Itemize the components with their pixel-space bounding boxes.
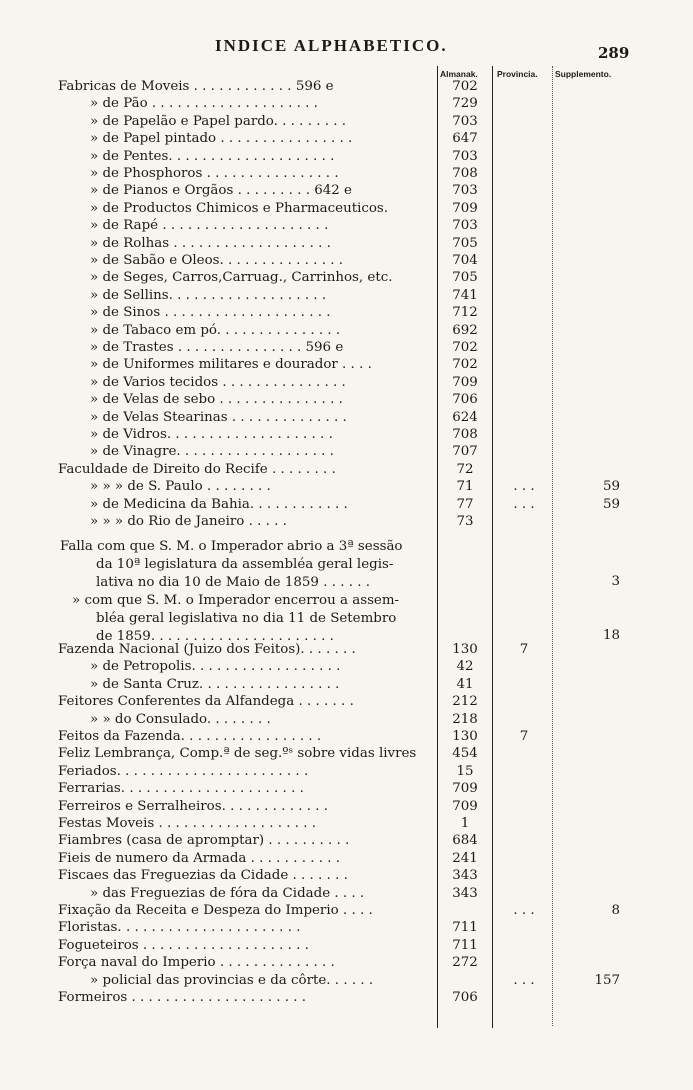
page-title: INDICE ALPHABETICO. [215,36,448,55]
entry-text: » » » do Rio de Janeiro . . . . . [90,514,287,529]
falla-line: bléa geral legislativa no dia 11 de Setembro [96,611,397,626]
almanak-value: 702 [452,79,478,94]
falla-line: lativa no dia 10 de Maio de 1859 . . . . . . [96,575,371,590]
entry-text: » das Freguezias de fóra da Cidade . . . . [90,885,365,901]
almanak-value: 343 [452,885,478,901]
entry-text: » de Pão . . . . . . . . . . . . . . . . . . . . [90,96,318,112]
almanak-value: 704 [452,253,478,268]
entry-text: Feliz Lembrança, Comp.ª de seg.ºˢ sobre vidas livres [58,746,417,762]
provincia-value: . . . [513,479,535,495]
supplemento-value: 3 [611,574,620,589]
entry-text: » » do Consulado. . . . . . . . [90,711,271,727]
almanak-value: 709 [452,200,478,216]
entry-text: » de Varios tecidos . . . . . . . . . . . . . . . [90,374,346,390]
entry-text: » de Vidros. . . . . . . . . . . . . . . . . . . . [90,427,333,442]
almanak-value: 703 [452,183,478,199]
entry-text: Feitos da Fazenda. . . . . . . . . . . . . . . . . [58,729,322,744]
almanak-value: 706 [452,990,478,1005]
entry-text: » de Papel pintado . . . . . . . . . . . . . . . . [90,131,353,147]
almanak-value: 41 [456,676,474,692]
almanak-value: 647 [452,131,478,147]
almanak-value: 343 [452,868,478,884]
almanak-value: 712 [452,305,478,321]
entry-text: Fiscaes das Freguezias da Cidade . . . . . . . [58,868,348,884]
entry-text: » de Santa Cruz. . . . . . . . . . . . . . . . . [90,676,340,692]
entry-text: » de Pianos e Orgãos . . . . . . . . . 642 e [90,183,352,199]
almanak-value: 212 [452,694,478,710]
entry-text: » policial das provincias e da côrte. . . . . . [90,972,374,988]
almanak-value: 692 [452,322,478,338]
almanak-value: 741 [452,287,478,303]
entry-text: » de Rapé . . . . . . . . . . . . . . . . . . . . [90,218,329,234]
almanak-value: 71 [456,479,474,495]
entry-text: Faculdade de Direito do Recife . . . . . . . . [58,461,336,477]
entry-text: Feitores Conferentes da Alfandega . . . . . . . [58,694,354,710]
entry-text: » de Petropolis. . . . . . . . . . . . . . . . . . [90,659,341,675]
provincia-value: . . . [513,496,535,512]
almanak-value: 705 [452,235,478,251]
almanak-value: 77 [456,496,474,512]
almanak-value: 272 [452,955,478,971]
column-rule [552,66,553,1026]
entry-text: » de Rolhas . . . . . . . . . . . . . . . . . . . [90,235,331,251]
entry-text: » de Sellins. . . . . . . . . . . . . . . . . . . [90,287,327,303]
falla-line: da 10ª legislatura da assembléa geral legis- [96,557,394,572]
entry-text: Formeiros . . . . . . . . . . . . . . . . . . . . . [58,990,307,1005]
entry-text: » de Seges, Carros,Carruag., Carrinhos, etc. [90,270,393,286]
entry-text: » de Sabão e Oleos. . . . . . . . . . . . . . . [90,253,343,268]
almanak-value: 1 [460,816,470,831]
almanak-value: 72 [456,461,474,477]
entry-text: Ferrarias. . . . . . . . . . . . . . . . . . . . . . [58,781,304,797]
almanak-value: 624 [452,409,478,425]
entry-text: » de Velas Stearinas . . . . . . . . . . . . . . [90,409,347,425]
page-number: 289 [598,44,630,62]
almanak-value: 706 [452,392,478,408]
almanak-value: 684 [452,833,478,849]
entry-text: » de Productos Chimicos e Pharmaceuticos. [90,200,389,216]
column-header-provincia: Provincia. [497,69,538,79]
column-header-almanak: Almanak. [440,69,478,79]
almanak-value: 708 [452,427,478,442]
almanak-value: 708 [452,166,478,181]
entry-text: Feriados. . . . . . . . . . . . . . . . . . . . . . . [58,763,309,779]
entry-text: » de Phosphoros . . . . . . . . . . . . . . . . [90,166,339,181]
almanak-value: 130 [452,729,478,744]
entry-text: » de Papelão e Papel pardo. . . . . . . . . [90,113,346,129]
almanak-value: 707 [452,444,478,460]
entry-text: » de Uniformes militares e dourador . . . . [90,357,372,373]
entry-text: Fogueteiros . . . . . . . . . . . . . . . . . . . . [58,937,309,953]
almanak-value: 705 [452,270,478,286]
provincia-value: . . . [513,903,535,918]
column-rule [492,66,493,1028]
almanak-value: 703 [452,218,478,234]
almanak-value: 711 [452,937,478,953]
entry-text: Floristas. . . . . . . . . . . . . . . . . . . . . . [58,920,301,936]
entry-text: Festas Moveis . . . . . . . . . . . . . . . . . . . [58,816,317,831]
almanak-value: 702 [452,340,478,355]
entry-text: Ferreiros e Serralheiros. . . . . . . . . . . . . [58,798,329,814]
supplemento-value: 8 [611,903,620,918]
entry-text: » » » de S. Paulo . . . . . . . . [90,479,271,495]
entry-text: » de Sinos . . . . . . . . . . . . . . . . . . . . [90,305,331,321]
almanak-value: 709 [452,374,478,390]
entry-text: Força naval do Imperio . . . . . . . . . . . . . . [58,955,335,971]
almanak-value: 703 [452,113,478,129]
falla-line: Falla com que S. M. o Imperador abrio a 3ª sessão [60,539,403,554]
supplemento-value: 59 [602,496,620,512]
almanak-value: 42 [456,659,474,675]
entry-text: » de Trastes . . . . . . . . . . . . . . . 596 e [90,340,344,355]
almanak-value: 709 [452,798,478,814]
supplemento-value: 157 [594,972,620,988]
entry-text: » de Velas de sebo . . . . . . . . . . . . . . . [90,392,343,408]
almanak-value: 729 [452,96,478,112]
almanak-value: 130 [452,642,478,657]
entry-text: Fabricas de Moveis . . . . . . . . . . . . 596 e [58,79,334,94]
falla-line: de 1859. . . . . . . . . . . . . . . . . . . . . . [96,629,334,644]
provincia-value: . . . [513,972,535,988]
entry-text: » de Medicina da Bahia. . . . . . . . . . . . [90,496,348,512]
almanak-value: 454 [452,746,478,762]
almanak-value: 709 [452,781,478,797]
entry-text: » de Tabaco em pó. . . . . . . . . . . . . . . [90,322,341,338]
provincia-value: 7 [519,729,529,744]
entry-text: » de Pentes. . . . . . . . . . . . . . . . . . . . [90,148,335,164]
almanak-value: 73 [456,514,474,529]
almanak-value: 711 [452,920,478,936]
almanak-value: 218 [452,711,478,727]
column-header-supplemento: Supplemento. [555,69,612,79]
provincia-value: 7 [519,642,529,657]
almanak-value: 15 [456,763,474,779]
entry-text: Fixação da Receita e Despeza do Imperio . . . . [58,903,373,918]
entry-text: Fazenda Nacional (Juizo dos Feitos). . . . . . . [58,642,356,657]
falla-line: » com que S. M. o Imperador encerrou a assem- [72,593,400,608]
almanak-value: 702 [452,357,478,373]
entry-text: Fiambres (casa de apromptar) . . . . . . . . . . [58,833,350,849]
entry-text: Fieis de numero da Armada . . . . . . . . . . . [58,850,341,866]
supplemento-value: 59 [602,479,620,495]
almanak-value: 241 [452,850,478,866]
almanak-value: 703 [452,148,478,164]
entry-text: » de Vinagre. . . . . . . . . . . . . . . . . . . [90,444,334,460]
supplemento-value: 18 [602,628,620,643]
